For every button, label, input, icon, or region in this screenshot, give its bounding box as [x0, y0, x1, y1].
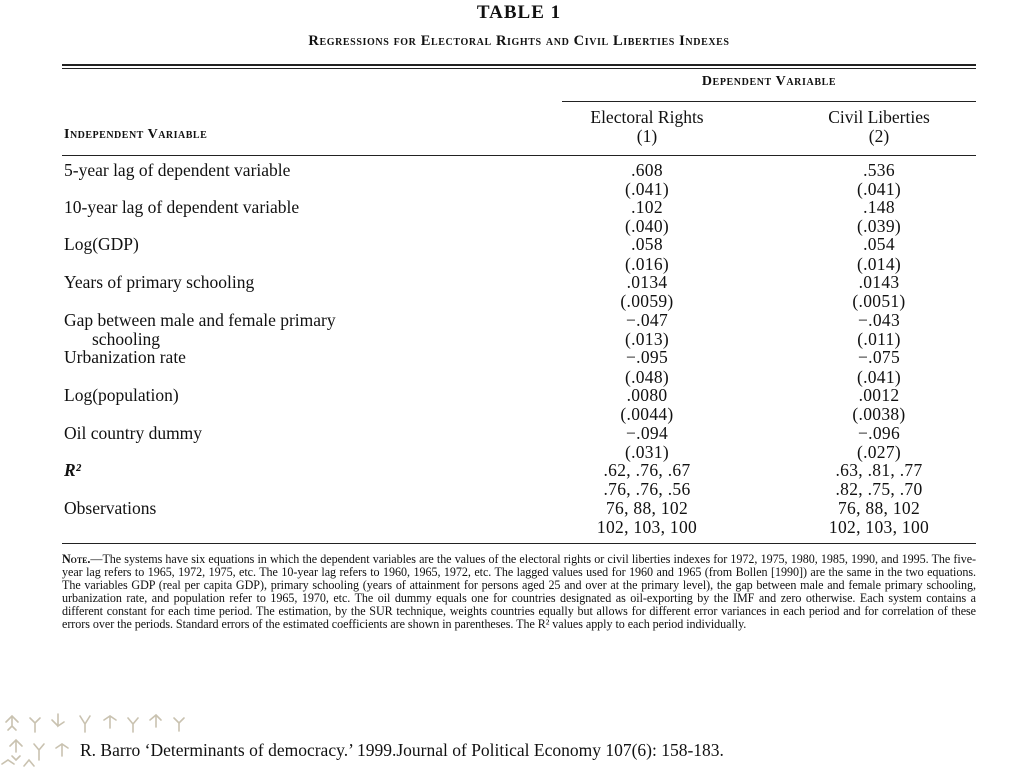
observations-cell: 102, 103, 100: [596, 517, 698, 537]
coefficient-cell: −.047: [626, 310, 668, 330]
note-text: —The systems have six equations in which the dependent variables are the values of the electoral rights or civil liberties indexes for 1972, 1975, 1980, 1985, 1990, and 1995. The five-year lag refers to 1965, 1972, 1975, etc. The 10-year lag refers to 1960, 1965, 1972, etc. The lagged values used for 1960 and 1965 (from Bollen [1990]) are the same in the two equations. The variables GDP (real per capita GDP), primary schooling (years of attainment for persons aged 25 and over at the primary level), the gap between male and female primary schooling, urbanization rate, and population refer to 1965, 1970, etc. The oil dummy equals one for countries designated as oil-exporting by the IMF and zero otherwise. Each system contains a different constant for each time period. The estimation, by the SUR technique, weights countries equally but allows for different error variances in each period and for correlation of these errors over the periods. Standard errors of the estimated coefficients are shown in parentheses. The R² values apply to each period individually.: [62, 552, 976, 631]
coefficient-cell: .102: [631, 197, 663, 217]
table-note: [62, 553, 976, 631]
observations-cell: 76, 88, 102: [605, 498, 689, 518]
std-error-cell: (.0051): [852, 291, 906, 311]
coefficient-cell: .0134: [626, 272, 668, 292]
column-header-number: (1): [636, 126, 658, 146]
coefficient-cell: .0080: [626, 385, 668, 405]
std-error-cell: (.040): [624, 216, 670, 236]
std-error-cell: (.0044): [620, 404, 674, 424]
coefficient-cell: .608: [631, 160, 663, 180]
std-error-cell: (.0059): [620, 291, 674, 311]
column-header-name: Electoral Rights: [590, 107, 704, 127]
row-label: Urbanization rate: [64, 347, 186, 367]
citation-text: R. Barro ‘Determinants of democracy.’ 1999.Journal of Political Economy 107(6): 158-183.: [80, 740, 724, 760]
coefficient-cell: .0143: [858, 272, 900, 292]
std-error-cell: (.014): [856, 254, 902, 274]
table-bottom-rule: [62, 543, 976, 544]
column-header-electoral-rights: [557, 108, 737, 146]
table-title: Regressions for Electoral Rights and Civil Liberties Indexes: [308, 33, 730, 49]
r-squared-cell: .62, .76, .67: [603, 460, 691, 480]
row-label: Years of primary schooling: [64, 272, 255, 292]
std-error-cell: (.0038): [852, 404, 906, 424]
std-error-cell: (.039): [856, 216, 902, 236]
row-label: Gap between male and female primary: [64, 310, 336, 330]
coefficient-cell: −.096: [858, 423, 900, 443]
note-lead: Note.: [62, 552, 91, 566]
coefficient-cell: .054: [863, 234, 895, 254]
observations-cell: 76, 88, 102: [837, 498, 921, 518]
coefficient-cell: .536: [863, 160, 895, 180]
header-bottom-rule: [62, 155, 976, 156]
column-header-name: Civil Liberties: [828, 107, 930, 127]
std-error-cell: (.041): [856, 367, 902, 387]
table-number: TABLE 1: [476, 2, 562, 23]
std-error-cell: (.041): [624, 179, 670, 199]
std-error-cell: (.027): [856, 442, 902, 462]
row-label: 5-year lag of dependent variable: [64, 160, 291, 180]
row-label: Log(GDP): [64, 234, 139, 254]
row-label: Oil country dummy: [64, 423, 203, 443]
top-rule: [62, 64, 976, 66]
coefficient-cell: −.094: [626, 423, 668, 443]
coefficient-cell: −.095: [626, 347, 668, 367]
std-error-cell: (.048): [624, 367, 670, 387]
std-error-cell: (.031): [624, 442, 670, 462]
r-squared-cell: .82, .75, .70: [835, 479, 923, 499]
dependent-header-rule: [562, 101, 976, 102]
std-error-cell: (.041): [856, 179, 902, 199]
coefficient-cell: .148: [863, 197, 895, 217]
column-header-number: (2): [868, 126, 890, 146]
coefficient-cell: −.075: [858, 347, 900, 367]
std-error-cell: (.013): [624, 329, 670, 349]
coefficient-cell: .058: [631, 234, 663, 254]
row-label: 10-year lag of dependent variable: [64, 197, 300, 217]
std-error-cell: (.016): [624, 254, 670, 274]
independent-variable-header: Independent Variable: [64, 127, 208, 142]
observations-cell: 102, 103, 100: [828, 517, 930, 537]
dependent-variable-header: Dependent Variable: [701, 74, 837, 89]
row-label: Log(population): [64, 385, 179, 405]
std-error-cell: (.011): [857, 329, 901, 349]
row-label: Observations: [64, 498, 157, 518]
coefficient-cell: −.043: [858, 310, 900, 330]
top-rule-thin: [62, 68, 976, 69]
row-label-continuation-text: schooling: [92, 329, 161, 349]
column-header-civil-liberties: [789, 108, 969, 146]
coefficient-cell: .0012: [858, 385, 900, 405]
r-squared-cell: .63, .81, .77: [835, 460, 923, 480]
r-squared-cell: .76, .76, .56: [603, 479, 691, 499]
regression-table: [62, 0, 976, 705]
row-label-r-squared: R²: [64, 460, 81, 480]
